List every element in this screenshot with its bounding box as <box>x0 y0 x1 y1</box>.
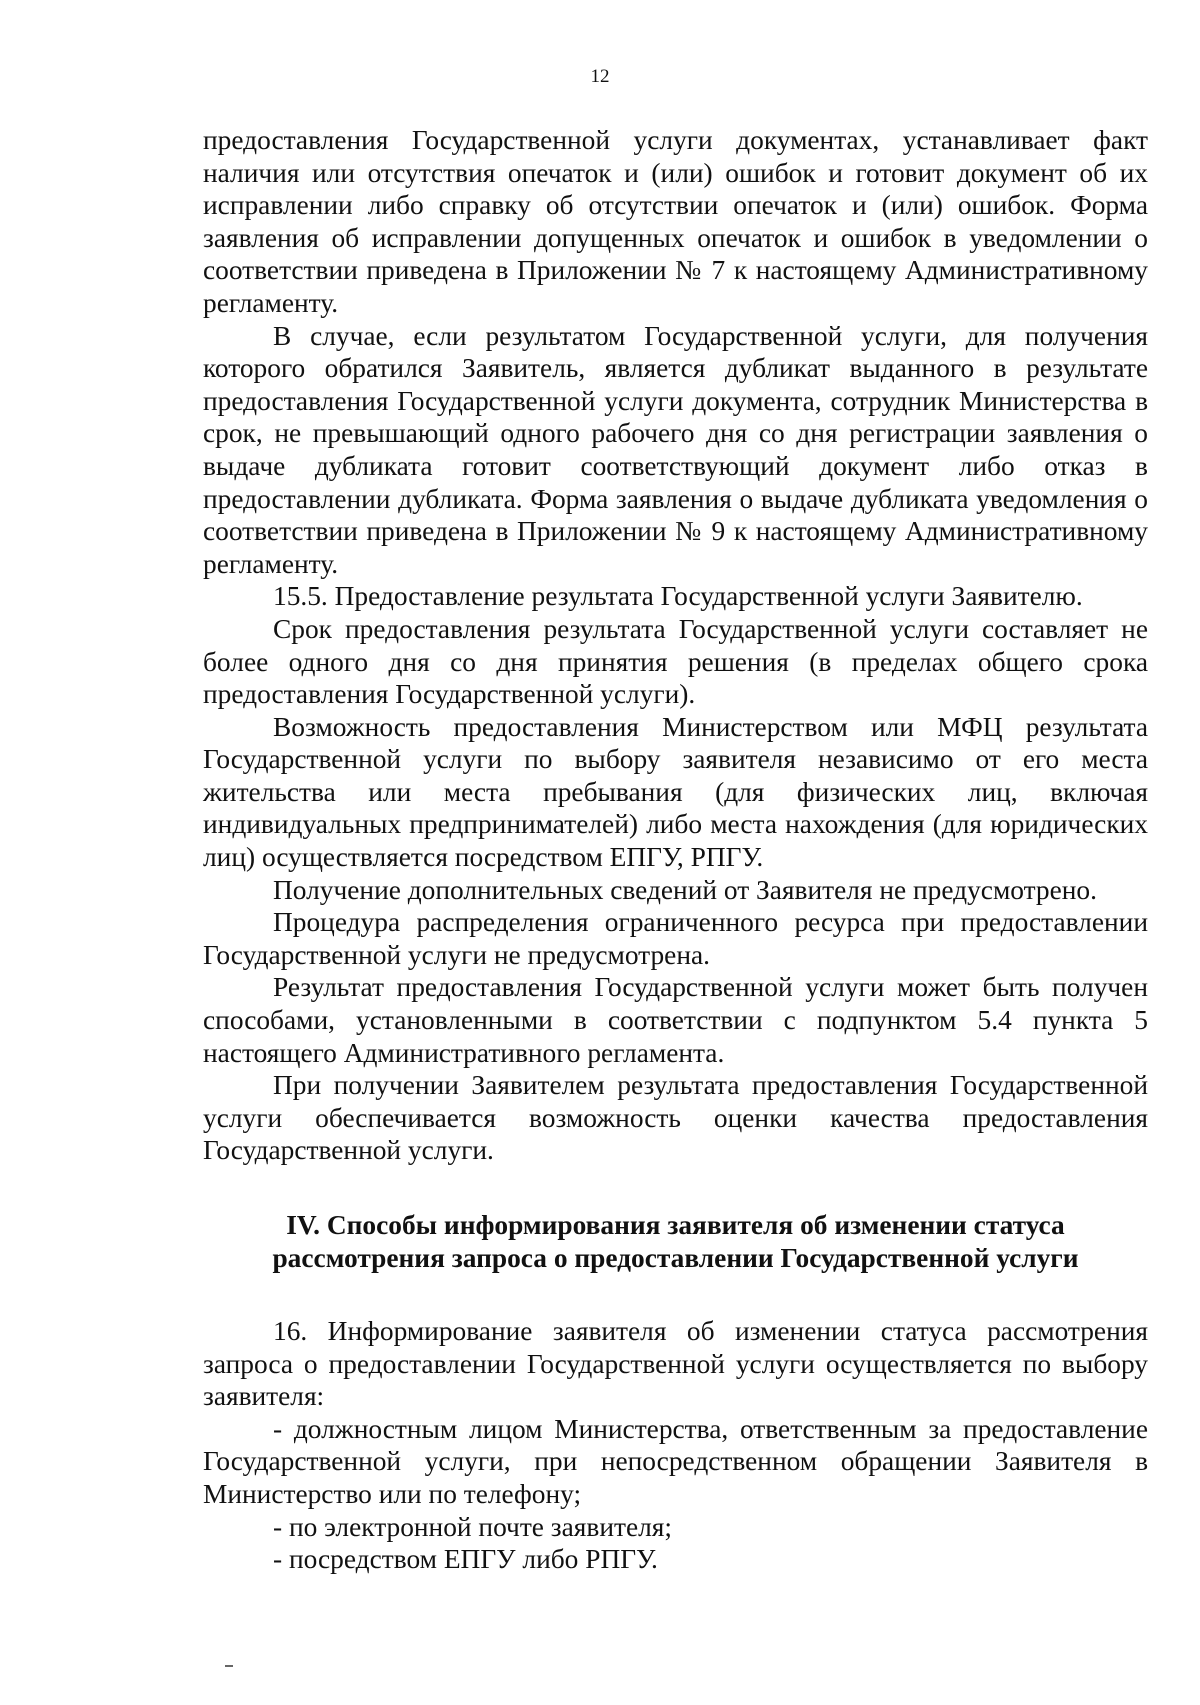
paragraph-possibility: Возможность предоставления Министерством или МФЦ результата Государственной услуги по выбору заявителя независимо от его места жительства или места пребывания (для физических лиц, включая индивидуальных предпринимателей) либо места нахождения (для юридических лиц) осуществляется посредством ЕПГУ, РПГУ. <box>203 711 1148 873</box>
section-heading-line-1: IV. Способы информирования заявителя об изменении статуса <box>286 1210 1065 1240</box>
paragraph-result-methods: Результат предоставления Государственной услуги может быть получен способами, установленными в соответствии с подпунктом 5.4 пункта 5 настоящего Административного регламента. <box>203 972 1148 1068</box>
paragraph-16: 16. Информирование заявителя об изменении статуса рассмотрения запроса о предоставлении Государственной услуги осуществляется по выбору заявителя: <box>203 1316 1148 1412</box>
list-item: - по электронной почте заявителя; <box>273 1511 672 1542</box>
scan-mark <box>225 1665 233 1667</box>
section-heading <box>203 1209 1148 1275</box>
document-body <box>203 124 1148 1576</box>
paragraph-duplicate: В случае, если результатом Государственной услуги, для получения которого обратился Заявитель, является дубликат выданного в результате предоставления Государственной услуги документа, сотрудник Министерства в срок, не превышающий одного рабочего дня со дня регистрации заявления о выдаче дубликата готовит соответствующий документ либо отказ в предоставлении дубликата. Форма заявления о выдаче дубликата уведомления о соответствии приведена в Приложении № 9 к настоящему Административному регламенту. <box>203 320 1148 579</box>
paragraph-continuation: предоставления Государственной услуги документах, устанавливает факт наличия или отсутствия опечаток и (или) ошибок и готовит документ об их исправлении либо справку об отсутствии опечаток и (или) ошибок. Форма заявления об исправлении допущенных опечаток и ошибок в уведомлении о соответствии приведена в Приложении № 7 к настоящему Административному регламенту. <box>203 125 1148 318</box>
page-number: 12 <box>590 66 610 87</box>
paragraph-resource: Процедура распределения ограниченного ресурса при предоставлении Государственной услуги не предусмотрена. <box>203 907 1148 970</box>
list-item: - посредством ЕПГУ либо РПГУ. <box>273 1544 658 1575</box>
section-heading-line-2: рассмотрения запроса о предоставлении Государственной услуги <box>272 1243 1079 1273</box>
paragraph-additional-info: Получение дополнительных сведений от Заявителя не предусмотрено. <box>273 874 1097 905</box>
paragraph-quality: При получении Заявителем результата предоставления Государственной услуги обеспечивается возможность оценки качества предоставления Государственной услуги. <box>203 1070 1148 1166</box>
list-item: - должностным лицом Министерства, ответственным за предоставление Государственной услуги, при непосредственном обращении Заявителя в Министерство или по телефону; <box>203 1413 1148 1509</box>
paragraph-15-5: 15.5. Предоставление результата Государственной услуги Заявителю. <box>273 581 1083 612</box>
paragraph-deadline: Срок предоставления результата Государственной услуги составляет не более одного дня со дня принятия решения (в пределах общего срока предоставления Государственной услуги). <box>203 613 1148 710</box>
